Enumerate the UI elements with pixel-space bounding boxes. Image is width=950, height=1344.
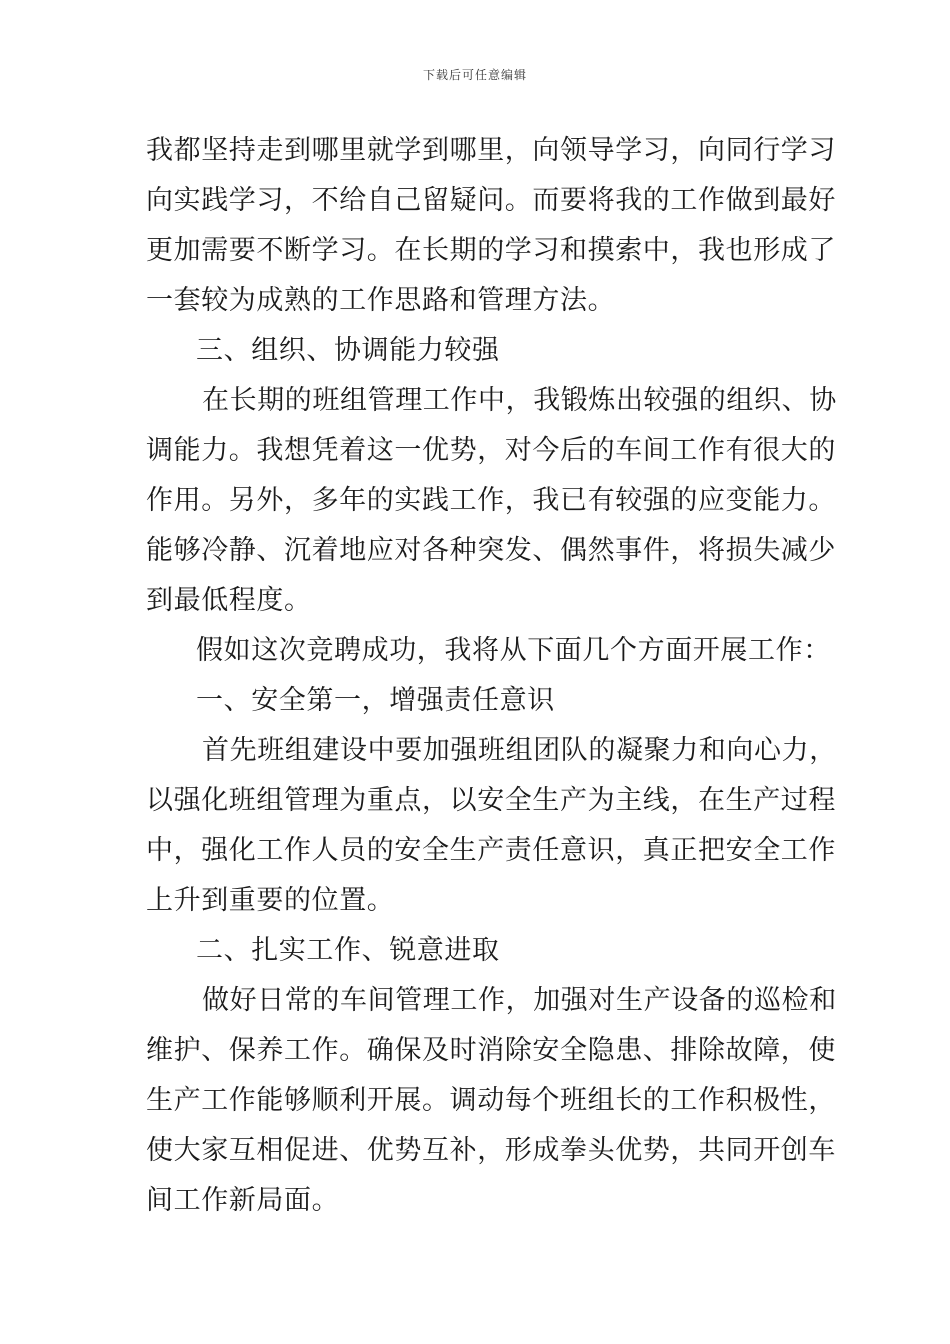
section-heading: 一、安全第一，增强责任意识 <box>196 685 555 716</box>
section-heading: 三、组织、协调能力较强 <box>196 335 500 366</box>
section-heading: 二、扎实工作、锐意进取 <box>196 935 500 966</box>
text-line: 假如这次竞聘成功，我将从下面几个方面开展工作： <box>196 635 831 666</box>
text-line: 更加需要不断学习。在长期的学习和摸索中，我也形成了 <box>146 235 836 266</box>
text-line: 上升到重要的位置。 <box>146 885 395 916</box>
text-line: 调能力。我想凭着这一优势，对今后的车间工作有很大的 <box>146 435 836 466</box>
text-line: 以强化班组管理为重点，以安全生产为主线，在生产过程 <box>146 785 836 816</box>
text-line: 首先班组建设中要加强班组团队的凝聚力和向心力， <box>202 735 837 766</box>
text-line: 一套较为成熟的工作思路和管理方法。 <box>146 285 616 316</box>
text-line: 能够冷静、沉着地应对各种突发、偶然事件，将损失减少 <box>146 535 836 566</box>
text-line: 维护、保养工作。确保及时消除安全隐患、排除故障，使 <box>146 1035 836 1066</box>
header-note: 下载后可任意编辑 <box>422 68 527 82</box>
text-line: 中，强化工作人员的安全生产责任意识，真正把安全工作 <box>146 835 836 866</box>
text-line: 使大家互相促进、优势互补，形成拳头优势，共同开创车 <box>146 1135 836 1166</box>
text-line: 间工作新局面。 <box>146 1185 340 1216</box>
text-line: 生产工作能够顺利开展。调动每个班组长的工作积极性， <box>146 1085 836 1116</box>
text-line: 做好日常的车间管理工作，加强对生产设备的巡检和 <box>202 985 837 1016</box>
text-line: 到最低程度。 <box>146 585 312 616</box>
text-line: 向实践学习，不给自己留疑问。而要将我的工作做到最好 <box>146 185 836 216</box>
document-body <box>146 126 837 1226</box>
text-line: 在长期的班组管理工作中，我锻炼出较强的组织、协 <box>202 385 837 416</box>
text-line: 作用。另外，多年的实践工作，我已有较强的应变能力。 <box>146 485 836 516</box>
text-line: 我都坚持走到哪里就学到哪里，向领导学习，向同行学习 <box>146 135 836 166</box>
